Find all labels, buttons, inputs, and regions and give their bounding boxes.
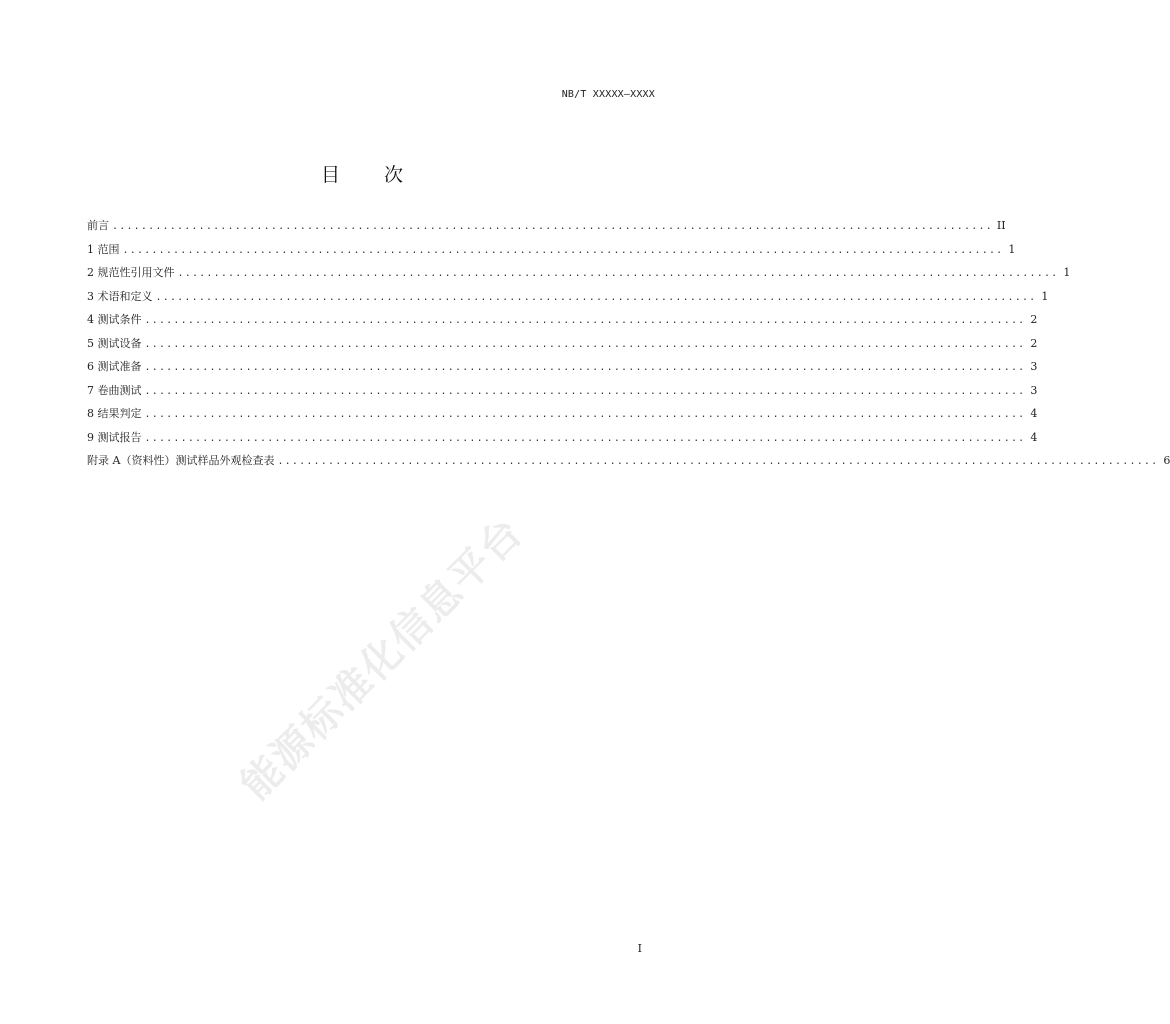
toc-entry-page: 2 bbox=[1030, 313, 1038, 326]
toc-entry-page: 3 bbox=[1030, 383, 1038, 397]
toc-leader-dots: .......................................................................................................................... bbox=[144, 315, 1026, 326]
toc-entry-label: 2 规范性引用文件 bbox=[87, 266, 175, 279]
toc-entry-page: 2 bbox=[1030, 336, 1038, 350]
toc-leader-dots: .......................................................................................................................... bbox=[144, 338, 1026, 350]
toc-leader-dots: .......................................................................................................................... bbox=[177, 268, 1059, 279]
watermark: 能源标准化信息平台 bbox=[232, 509, 533, 809]
page-title: 目次 bbox=[320, 164, 447, 186]
toc-leader-dots: .......................................................................................................................... bbox=[144, 362, 1026, 373]
toc-entry-appendix-a[interactable] bbox=[87, 454, 1170, 478]
toc-entry-label: 5 测试设备 bbox=[87, 336, 142, 350]
toc-entry-label: 4 测试条件 bbox=[87, 313, 142, 326]
toc-entry-page: 1 bbox=[1063, 266, 1071, 279]
page-number: I bbox=[637, 942, 642, 955]
toc-entry-label: 1 范围 bbox=[87, 242, 120, 256]
toc-entry-label: 前言 bbox=[87, 219, 109, 232]
document-code: NB/T XXXXX—XXXX bbox=[561, 89, 655, 100]
table-of-contents bbox=[87, 219, 1170, 478]
toc-leader-dots: .......................................................................................................................... bbox=[144, 409, 1026, 420]
toc-entry-curl-test[interactable] bbox=[87, 383, 1038, 408]
toc-entry-test-preparation[interactable] bbox=[87, 360, 1038, 384]
toc-entry-terms-definitions[interactable] bbox=[87, 289, 1049, 314]
toc-entry-page: 3 bbox=[1030, 360, 1038, 373]
toc-leader-dots: .......................................................................................................................... bbox=[155, 291, 1037, 303]
toc-entry-label: 3 术语和定义 bbox=[87, 289, 153, 303]
toc-entry-result-judgment[interactable] bbox=[87, 407, 1038, 431]
toc-entry-page: II bbox=[996, 219, 1006, 232]
toc-leader-dots: .......................................................................................................................... bbox=[144, 385, 1026, 397]
toc-leader-dots: .......................................................................................................................... bbox=[144, 432, 1026, 444]
toc-entry-scope[interactable] bbox=[87, 242, 1016, 267]
toc-entry-test-report[interactable] bbox=[87, 430, 1038, 455]
toc-entry-label: 9 测试报告 bbox=[87, 430, 142, 444]
toc-entry-page: 4 bbox=[1030, 407, 1038, 420]
toc-entry-normative-references[interactable] bbox=[87, 266, 1071, 290]
toc-entry-foreword[interactable] bbox=[87, 219, 1006, 243]
toc-entry-label: 7 卷曲测试 bbox=[87, 383, 142, 397]
toc-entry-page: 1 bbox=[1041, 289, 1049, 303]
toc-entry-page: 1 bbox=[1008, 242, 1016, 256]
toc-leader-dots: .......................................................................................................................... bbox=[112, 221, 993, 232]
toc-entry-page: 6 bbox=[1163, 454, 1170, 467]
toc-entry-page: 4 bbox=[1030, 430, 1038, 444]
toc-entry-label: 8 结果判定 bbox=[87, 407, 142, 420]
toc-entry-test-conditions[interactable] bbox=[87, 313, 1038, 337]
toc-entry-label: 6 测试准备 bbox=[87, 360, 142, 373]
toc-entry-label: 附录 A（资料性）测试样品外观检查表 bbox=[87, 454, 275, 467]
toc-leader-dots: .......................................................................................................................... bbox=[122, 244, 1004, 256]
toc-leader-dots: .......................................................................................................................... bbox=[277, 456, 1159, 467]
toc-entry-test-equipment[interactable] bbox=[87, 336, 1038, 361]
